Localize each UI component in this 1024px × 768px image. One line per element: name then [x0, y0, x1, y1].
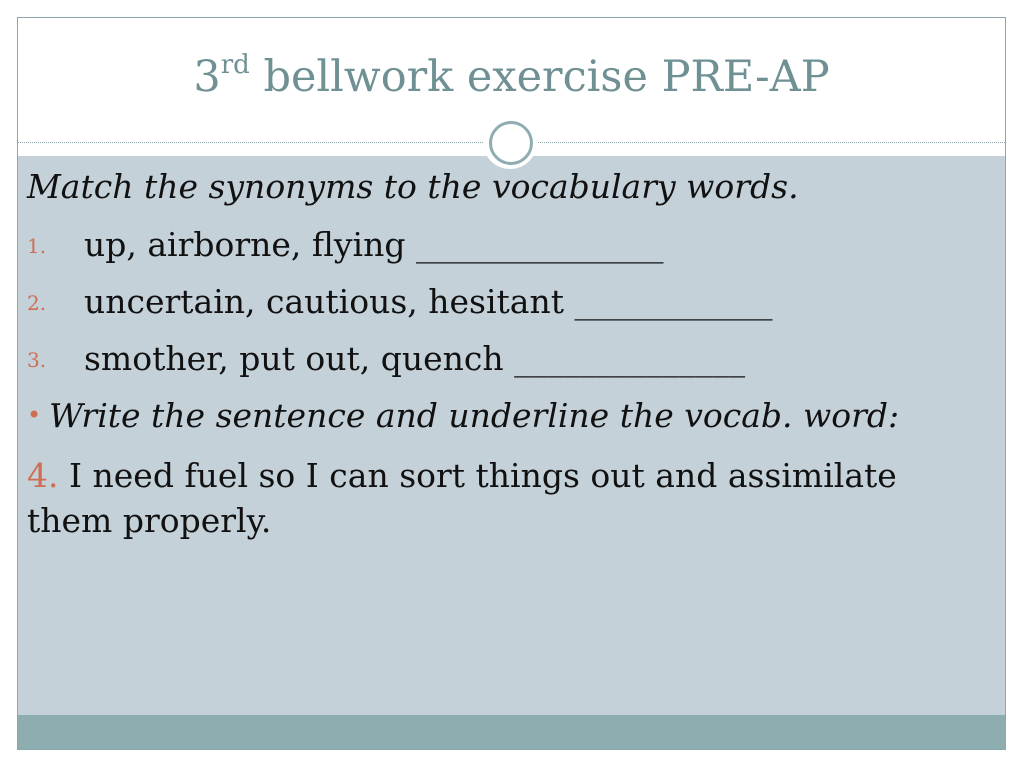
title-text: bellwork exercise PRE-AP [249, 52, 830, 102]
footer-band [18, 715, 1005, 749]
list-item [27, 340, 745, 378]
title-superscript: rd [220, 50, 250, 80]
list-number: 3. [27, 348, 47, 372]
slide [17, 17, 1006, 750]
list-number: 2. [27, 291, 47, 315]
paragraph-text: I need fuel so I can sort things out and assimilate them properly. [27, 456, 897, 540]
list-item-text: uncertain, cautious, hesitant ____________ [84, 282, 773, 321]
title-number: 3 [193, 52, 221, 102]
bullet-text: Write the sentence and underline the vocab. word: [49, 396, 900, 435]
bullet-item [27, 397, 899, 435]
list-item [27, 226, 663, 264]
bullet-icon: • [27, 401, 42, 429]
list-item-text: up, airborne, flying _______________ [84, 225, 664, 264]
paragraph-number: 4. [27, 456, 59, 495]
sentence-paragraph [27, 454, 927, 544]
list-number: 1. [27, 234, 47, 258]
list-item-text: smother, put out, quench ______________ [84, 339, 746, 378]
ring-shape [489, 121, 533, 165]
slide-title [18, 52, 1005, 104]
list-item [27, 283, 773, 321]
instruction-text: Match the synonyms to the vocabulary words. [27, 167, 799, 206]
circle-ring-icon [483, 115, 537, 169]
